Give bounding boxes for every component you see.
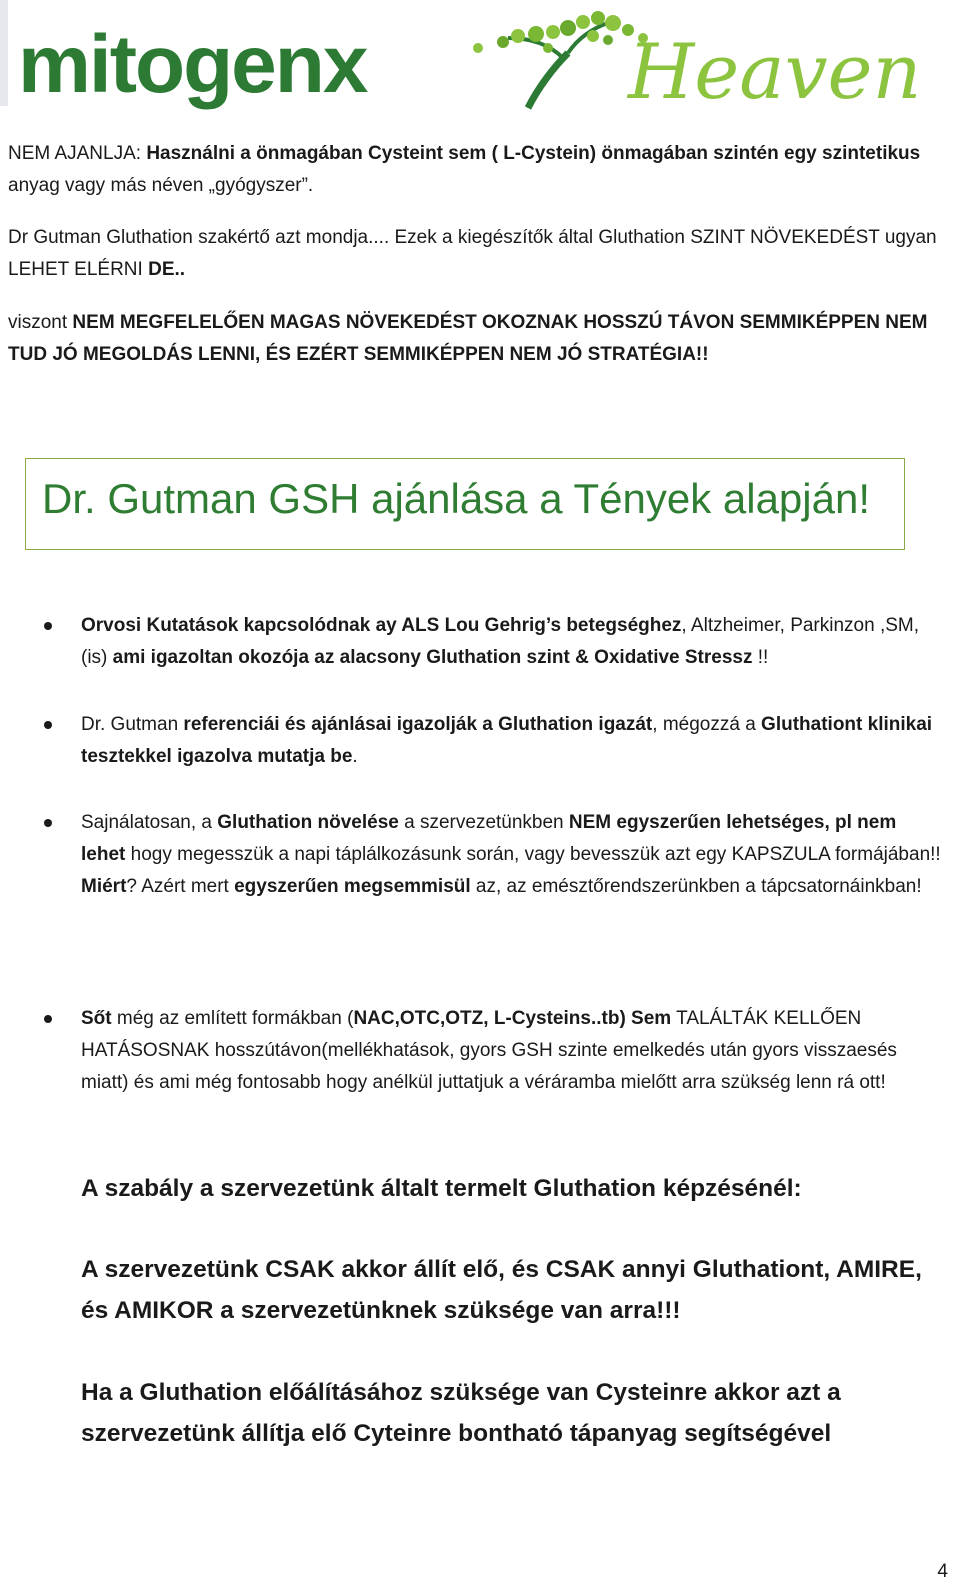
logo-edge bbox=[0, 0, 8, 106]
logo-wordmark: mitogenx bbox=[18, 19, 367, 110]
tree-icon bbox=[473, 11, 648, 108]
intro-bold: NEM MEGFELELŐEN MAGAS NÖVEKEDÉST OKOZNAK HOSSZÚ TÁVON SEMMIKÉPPEN NEM TUD JÓ MEGOLDÁS LENNI, ÉS EZÉRT SEMMIKÉPPEN NEM JÓ STRATÉGIA!! bbox=[8, 312, 928, 365]
bullet-span: . bbox=[352, 746, 358, 767]
intro-tail: anyag vagy más néven „gyógyszer”. bbox=[8, 175, 314, 196]
bullet-bold: NAC,OTC,OTZ, L-Cysteins..tb) Sem bbox=[353, 1008, 672, 1029]
bullet-bold: Gluthationt klinikai tesztekkel igazolva mutatja be bbox=[81, 714, 933, 767]
bullet-bold: egyszerűen megsemmisül bbox=[234, 876, 471, 897]
intro-paragraph-3 bbox=[8, 307, 948, 371]
bullet-span: , mégozzá a bbox=[652, 714, 762, 735]
bullet-text bbox=[81, 610, 943, 674]
intro-text: Dr Gutman Gluthation szakértő azt mondja.... Ezek a kiegészítők által Gluthation SZINT NÖVEKEDÉST ugyan LEHET ELÉRNI bbox=[8, 227, 937, 280]
page-number: 4 bbox=[937, 1561, 948, 1582]
intro-bold: DE.. bbox=[148, 259, 186, 280]
intro-paragraph-1 bbox=[8, 138, 948, 202]
intro-lead: viszont bbox=[8, 312, 73, 333]
bullet-icon bbox=[44, 622, 52, 630]
bullet-bold: Orvosi Kutatások kapcsolódnak ay ALS Lou Gehrig’s betegséghez bbox=[81, 615, 682, 636]
section-heading: Dr. Gutman GSH ajánlása a Tények alapján! bbox=[42, 475, 871, 522]
bullet-span: TALÁLTÁK KELLŐEN HATÁSOSNAK hosszútávon(mellékhatások, gyors GSH szinte emelkedés után gyors visszaesés miatt) és ami még fontosabb hogy anélkül juttatjuk a véráramba mielőtt arra szükség lenn rá ott! bbox=[81, 1008, 897, 1093]
bullet-icon bbox=[44, 1015, 52, 1023]
intro-lead: NEM AJANLJA: bbox=[8, 143, 147, 164]
bullet-bold: Gluthation növelése bbox=[217, 812, 399, 833]
bullet-text bbox=[81, 807, 943, 903]
rule-paragraph: A szervezetünk CSAK akkor állít elő, és CSAK annyi Gluthationt, AMIRE, és AMIKOR a szervezetünknek szüksége van arra!!! bbox=[81, 1256, 922, 1324]
intro-bold: Használni a önmagában Cysteint sem ( L-Cystein) önmagában szintén egy szintetikus bbox=[146, 143, 921, 164]
bullet-span: !! bbox=[752, 647, 769, 668]
logo-script-word: Heaven bbox=[628, 27, 922, 114]
bullet-text bbox=[81, 709, 943, 773]
bullet-bold: Sőt bbox=[81, 1008, 112, 1029]
bullet-span: Dr. Gutman bbox=[81, 714, 184, 735]
bullet-bold: referenciái és ajánlásai igazolják a Gluthation igazát bbox=[183, 714, 653, 735]
bullet-icon bbox=[44, 721, 52, 729]
bullet-text bbox=[81, 1003, 943, 1099]
bullet-span: a szervezetünkben bbox=[398, 812, 569, 833]
bullet-icon bbox=[44, 819, 52, 827]
rule-paragraph: Ha a Gluthation előálításához szüksége van Cysteinre akkor azt a szervezetünk állítja elő Cyteinre bontható tápanyag segítségével bbox=[81, 1379, 841, 1447]
bullet-bold: Miért bbox=[81, 876, 127, 897]
bullet-span: , Altzheimer, Parkinzon ,SM, (is) bbox=[81, 615, 920, 668]
bullet-bold: NEM egyszerűen lehetséges, pl nem lehet bbox=[81, 812, 897, 865]
bullet-span: ? Azért mert bbox=[126, 876, 235, 897]
bullet-span: hogy megesszük a napi táplálkozásunk során, vagy bevesszük azt egy KAPSZULA formájában!! bbox=[125, 844, 941, 865]
bullet-span: az, az emésztőrendszerünkben a tápcsatornáinkban! bbox=[470, 876, 922, 897]
bullet-span: Sajnálatosan, a bbox=[81, 812, 218, 833]
bullet-span: még az említett formákban ( bbox=[111, 1008, 354, 1029]
heading-box bbox=[25, 458, 905, 550]
mitogenx-heaven-logo bbox=[8, 8, 952, 114]
bullet-bold: ami igazoltan okozója az alacsony Gluthation szint & Oxidative Stressz bbox=[112, 647, 753, 668]
intro-paragraph-2 bbox=[8, 222, 948, 286]
rule-heading: A szabály a szervezetünk általt termelt Gluthation képzésénél: bbox=[81, 1175, 802, 1202]
